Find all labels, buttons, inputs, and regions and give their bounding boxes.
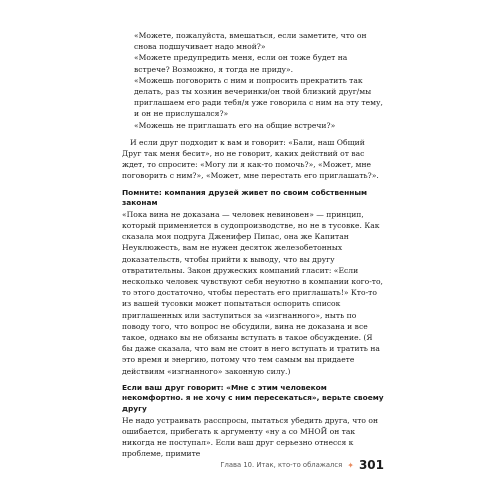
chapter-title: Глава 10. Итак, кто-то облажался (220, 461, 343, 469)
paragraph-intro: И если друг подходит к вам и говорит: «Бали, наш Общий Друг так меня бесит», но не говорит, каких действий от вас ждет, то спросите: «Могу ли я как-то помочь?», «Может, мне поговорить с ним?», «Может, мне перестать его приглашать?». (122, 137, 379, 181)
page-number: 301 (358, 458, 384, 472)
page-body (122, 30, 384, 459)
dialogue-line-2: «Можете предупредить меня, если он тоже будет на встрече? Возможно, я тогда не приду». (134, 53, 348, 74)
section-heading-2: Если ваш друг говорит: «Мне с этим человеком некомфортно. я не хочу с ним пересекаться», верьте своему другу (122, 382, 384, 414)
dialogue-line-3: «Можешь поговорить с ним и попросить прекратить так делать, раз ты хозяин вечеринки/он твой близкий друг/мы приглашаем его ради тебя/я уже говорила с ним на эту тему, и он не прислушался?» (134, 75, 383, 119)
paragraph-law: «Пока вина не доказана — человек невиновен» — принцип, который применяется в судопроизводстве, но не в тусовке. Как сказала моя подруга Дженифер Пипас, она же Капитан Неуклюжесть, вам не нужен десяток железобетонных доказательств, чтобы прийти к выводу, что вы другу отвратительны. Закон дружеских компаний гласит: «Если несколько человек чувствуют себя неуютно в компании кого-то, то этого достаточно, чтобы перестать его приглашать!» Кто-то из вашей тусовки может попытаться оспорить список приглашенных или заступиться за «изгнанного», ныть по поводу того, что вопрос не обсудили, вина не доказана и все такое, однако вы не обязаны вступать в такое обсуждение. (Я бы даже сказала, что вам не стоит в него вступать и тратить на это время и энергию, потому что тем самым вы придаете действиям «изгнанного» законную силу.) (122, 209, 383, 376)
dialogue-line-4: «Можешь не приглашать его на общие встречи?» (134, 120, 336, 130)
dialogue-line-1: «Можете, пожалуйста, вмешаться, если заметите, что он снова подшучивает надо мной?» (134, 31, 367, 52)
page-footer (220, 458, 384, 472)
section-heading-1: Помните: компания друзей живет по своим собственным законам (122, 187, 368, 208)
star-icon: ✦ (347, 460, 354, 470)
paragraph-last: Не надо устраивать расспросы, пытаться убедить друга, что он ошибается, прибегать к аргументу «ну а со МНОЙ он так никогда не поступал». Если ваш друг серьезно отнесся к проблеме, примите (122, 415, 379, 459)
